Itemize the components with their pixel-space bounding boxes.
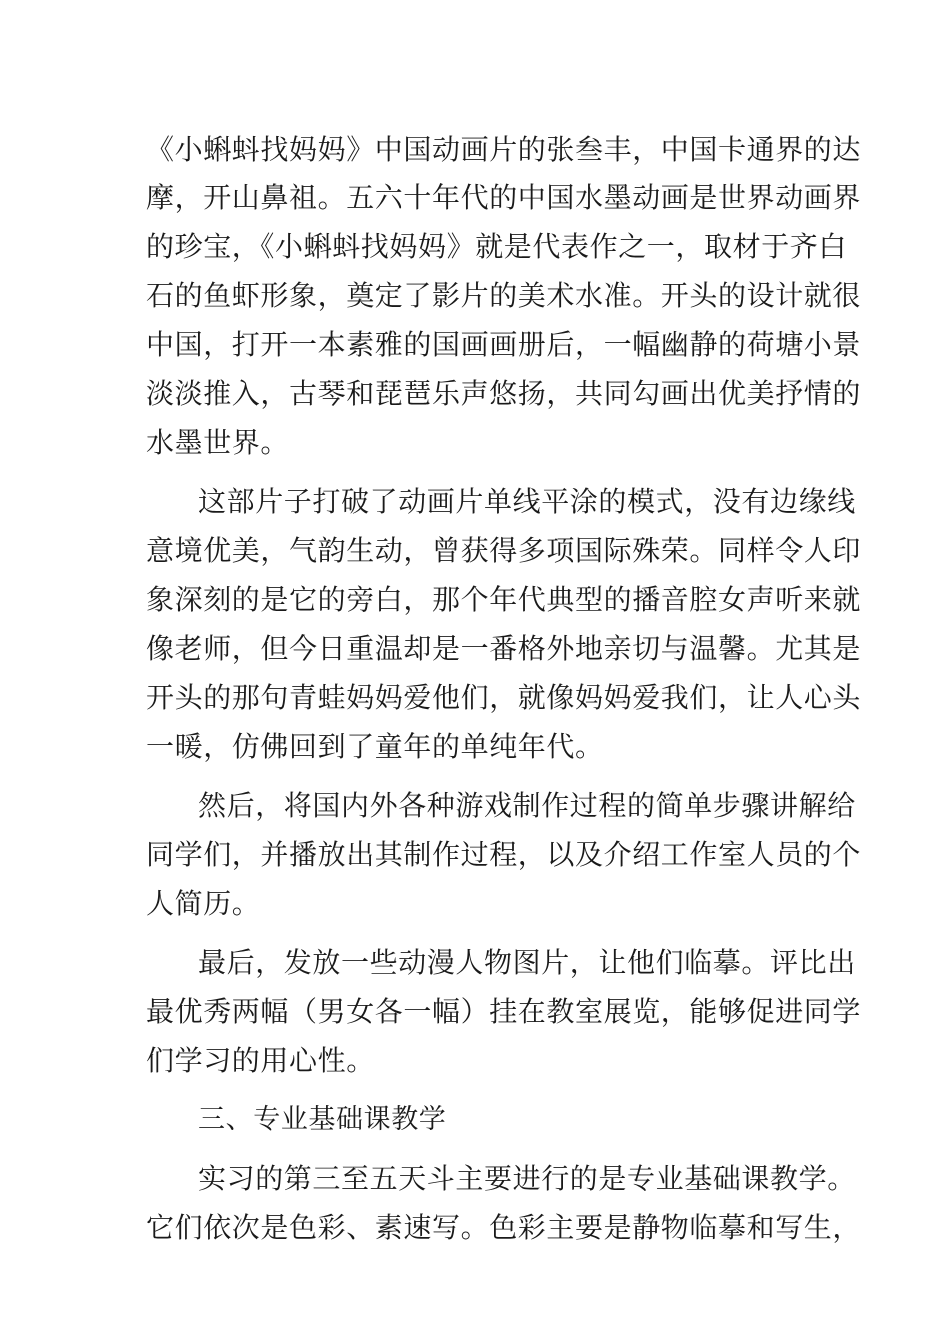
paragraph-2-line-3: 象深刻的是它的旁白，那个年代典型的播音腔女声听来就 bbox=[146, 583, 862, 616]
paragraph-1-line-1: 《小蝌蚪找妈妈》中国动画片的张叁丰，中国卡通界的达 bbox=[146, 133, 862, 166]
paragraph-2-line-2: 意境优美，气韵生动，曾获得多项国际殊荣。同样令人印 bbox=[146, 534, 862, 567]
paragraph-4-line-3: 们学习的用心性。 bbox=[146, 1044, 375, 1077]
paragraph-5-line-2: 它们依次是色彩、素速写。色彩主要是静物临摹和写生， bbox=[146, 1211, 862, 1244]
paragraph-1-line-7: 水墨世界。 bbox=[146, 426, 290, 459]
paragraph-5-line-1: 实习的第三至五天斗主要进行的是专业基础课教学。 bbox=[198, 1162, 856, 1195]
paragraph-3-line-2: 同学们，并播放出其制作过程，以及介绍工作室人员的个 bbox=[146, 838, 862, 871]
section-heading: 三、专业基础课教学 bbox=[198, 1104, 447, 1135]
paragraph-3-line-3: 人简历。 bbox=[146, 887, 261, 920]
paragraph-1-line-4: 石的鱼虾形象，奠定了影片的美术水准。开头的设计就很 bbox=[146, 279, 862, 312]
paragraph-2-line-5: 开头的那句青蛙妈妈爱他们，就像妈妈爱我们，让人心头 bbox=[146, 681, 862, 714]
paragraph-1-line-6: 淡淡推入，古琴和琵琶乐声悠扬，共同勾画出优美抒情的 bbox=[146, 377, 862, 410]
paragraph-4-line-1: 最后，发放一些动漫人物图片，让他们临摹。评比出 bbox=[198, 946, 856, 979]
paragraph-3-line-1: 然后，将国内外各种游戏制作过程的简单步骤讲解给 bbox=[198, 789, 856, 822]
paragraph-2-line-6: 一暖，仿佛回到了童年的单纯年代。 bbox=[146, 730, 604, 763]
paragraph-1-line-2: 摩，开山鼻祖。五六十年代的中国水墨动画是世界动画界 bbox=[146, 181, 862, 214]
paragraph-4-line-2: 最优秀两幅（男女各一幅）挂在教室展览，能够促进同学 bbox=[146, 995, 862, 1028]
paragraph-1-line-3: 的珍宝，《小蝌蚪找妈妈》就是代表作之一，取材于齐白 bbox=[146, 230, 848, 263]
paragraph-2-line-4: 像老师，但今日重温却是一番格外地亲切与温馨。尤其是 bbox=[146, 632, 862, 665]
paragraph-1-line-5: 中国，打开一本素雅的国画画册后，一幅幽静的荷塘小景 bbox=[146, 328, 862, 361]
paragraph-2-line-1: 这部片子打破了动画片单线平涂的模式，没有边缘线 bbox=[198, 485, 856, 518]
